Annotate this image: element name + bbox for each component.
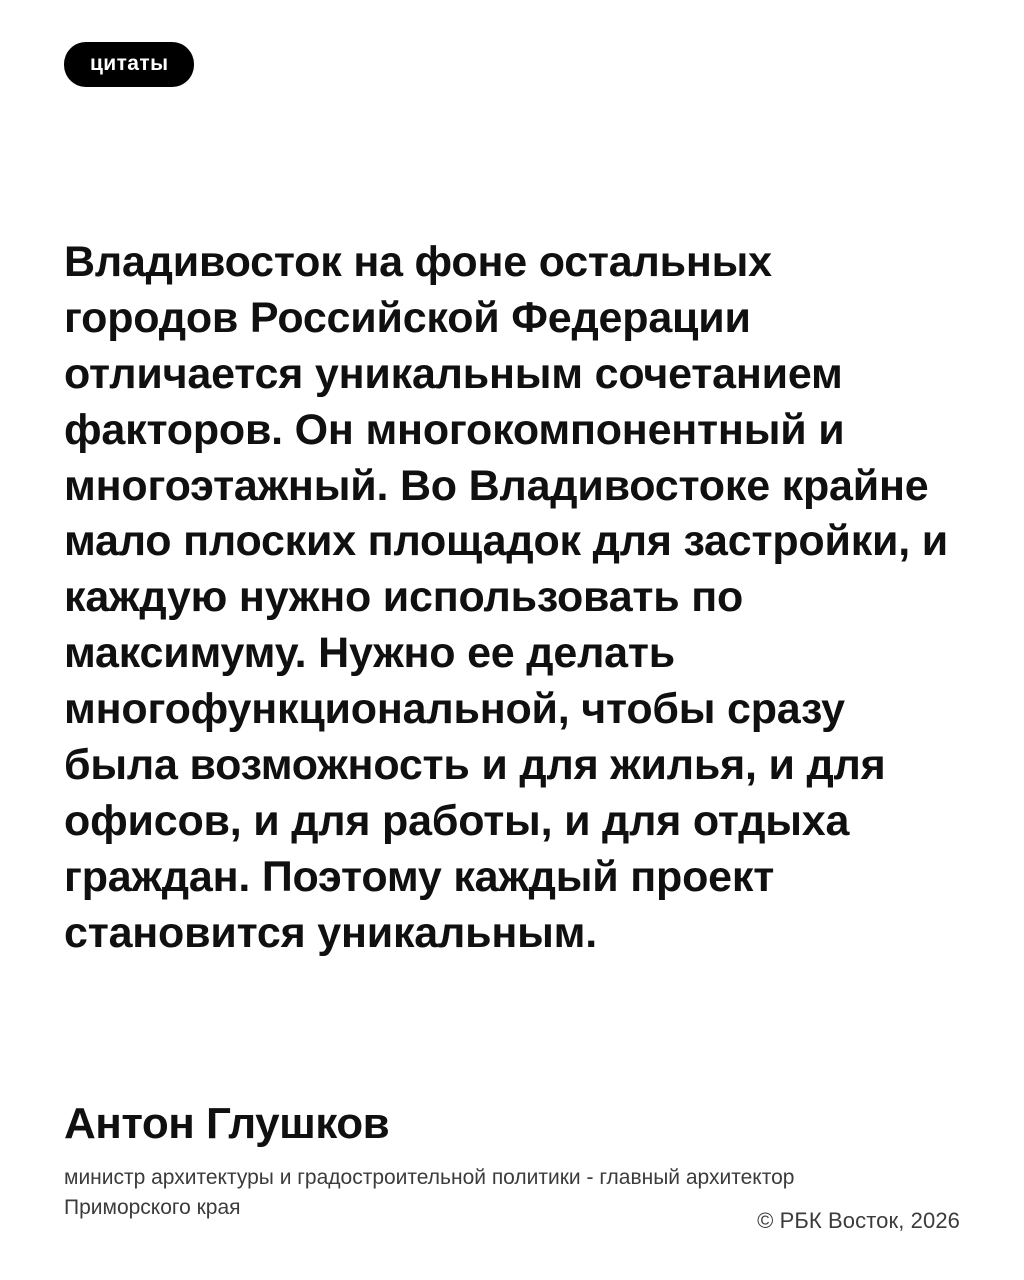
- copyright-footer: © РБК Восток, 2026: [757, 1208, 960, 1233]
- category-badge: цитаты: [64, 42, 194, 87]
- attribution-block: [64, 1098, 960, 1223]
- author-title: министр архитектуры и градостроительной политики - главный архитектор Приморского края: [64, 1165, 795, 1219]
- quote-text: Владивосток на фоне остальных городов Российской Федерации отличается уникальным сочетанием факторов. Он многокомпонентный и многоэтажный. Во Владивостоке крайне мало плоских площадок для застройки, и каждую нужно использовать по максимуму. Нужно ее делать многофункциональной, чтобы сразу была возможность и для жилья, и для офисов, и для работы, и для отдыха граждан. Поэтому каждый проект становится уникальным.: [64, 238, 948, 957]
- quote-block: [64, 192, 960, 1005]
- badge-row: [64, 42, 960, 87]
- author-name: Антон Глушков: [64, 1098, 390, 1148]
